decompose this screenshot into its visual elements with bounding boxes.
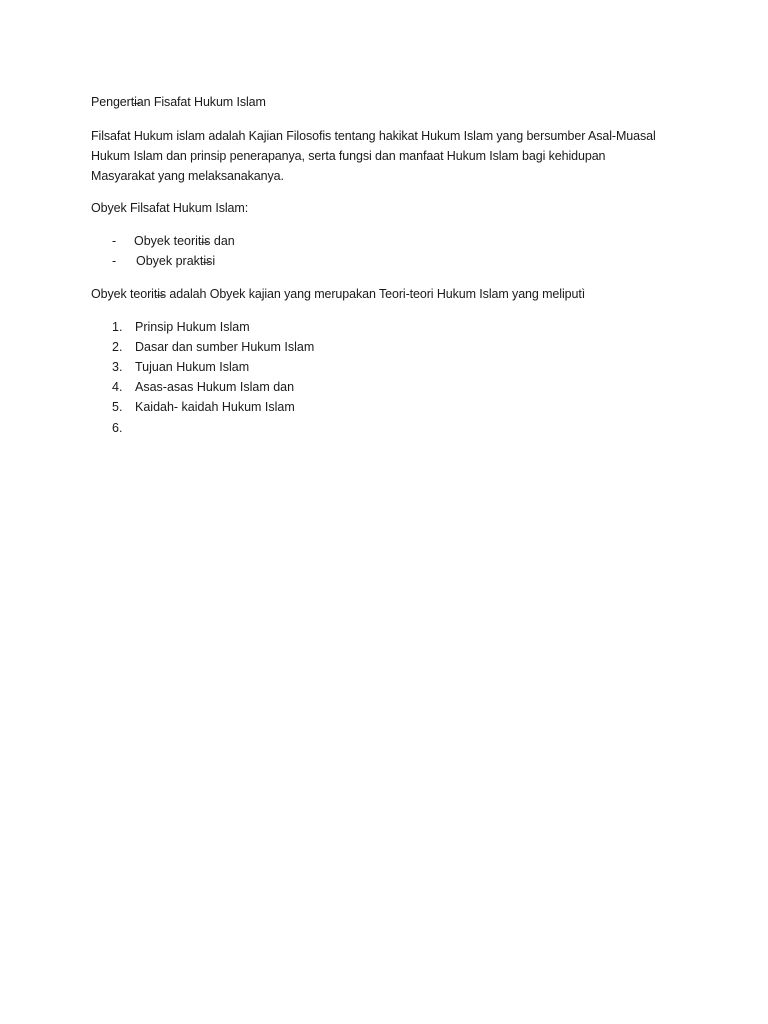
list-text: Dasar dan sumber Hukum Islam [135,340,315,354]
intro-line-1: Filsafat Hukum islam adalah Kajian Filosofis tentang hakikat Hukum Islam yang bersumber Asal-Muasal [91,129,656,143]
intro-line-3: Masyarakat yang melaksanakanya. [91,169,284,183]
bullet-marker: - [112,234,117,248]
list-number: 5. [112,400,123,414]
list-number: 1. [112,320,123,334]
bullet-marker: - [112,254,117,268]
list-text: Tujuan Hukum Islam [135,360,250,374]
intro-paragraph [91,126,691,186]
document-heading: Pengerti̶an Fisafat Hukum Islam [91,95,266,109]
list-text: Prinsip Hukum Islam [135,320,250,334]
list-number: 2. [112,340,123,354]
list-number: 4. [112,380,123,394]
list-text: Asas-asas Hukum Islam dan [135,380,295,394]
bullet-text: Obyek teoriti̶s dan [134,234,235,248]
list-number: 6. [112,421,123,435]
bullet-text: Obyek prakti̶si [136,254,216,268]
intro-line-2: Hukum Islam dan prinsip penerapanya, serta fungsi dan manfaat Hukum Islam bagi kehidupan [91,149,606,163]
theory-sentence: Obyek teoriti̶s adalah Obyek kajian yang merupakan Teori-teori Hukum Islam yang meliputì [91,287,586,301]
objects-heading: Obyek Filsafat Hukum Islam: [91,201,249,215]
list-number: 3. [112,360,123,374]
list-text: Kaidah- kaidah Hukum Islam [135,400,295,414]
